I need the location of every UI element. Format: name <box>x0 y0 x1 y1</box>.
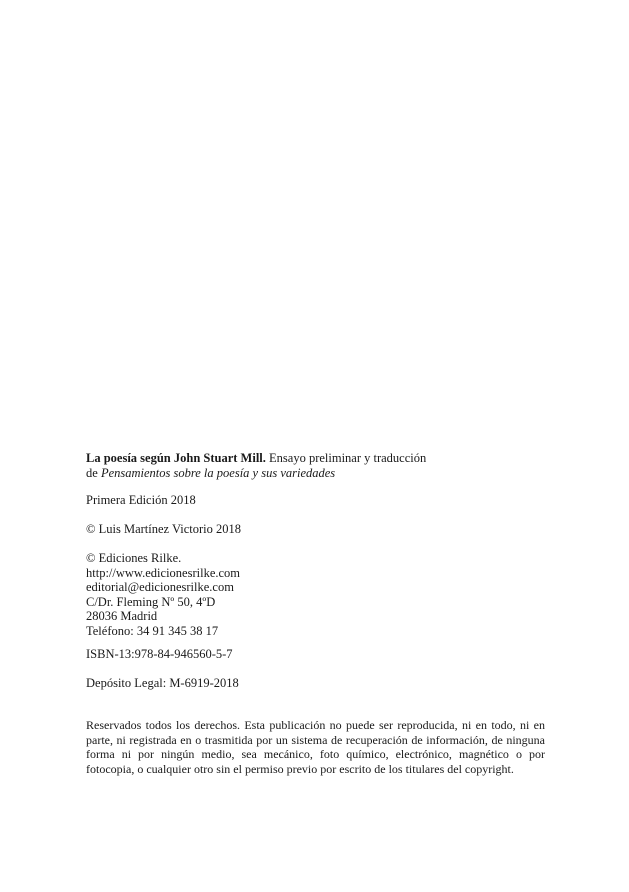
publisher-city: 28036 Madrid <box>86 609 158 623</box>
publisher-info <box>86 551 546 638</box>
publisher-name: © Ediciones Rilke. <box>86 551 182 565</box>
rights-reserved-paragraph: Reservados todos los derechos. Esta publicación no puede ser reproducida, ni en todo, ni en parte, ni registrada en o trasmitida por un sistema de recuperación de información, de ninguna forma ni por ningún medio, sea mecánico, foto químico, electrónico, magnético o por fotocopia, o cualquier otro sin el permiso previo por escrito de los titulares del copyright. <box>86 718 545 776</box>
translated-work-title: Pensamientos sobre la poesía y sus variedades <box>100 465 336 480</box>
legal-deposit-line: Depósito Legal: M-6919-2018 <box>86 676 239 690</box>
book-title: La poesía según John Stuart Mill. <box>86 451 266 465</box>
isbn-text <box>86 647 546 662</box>
publisher-phone: Teléfono: 34 91 345 38 17 <box>86 623 219 638</box>
edition-text <box>86 493 546 508</box>
author-copyright <box>86 522 546 537</box>
legal-deposit-text <box>86 676 546 691</box>
publisher-address: C/Dr. Fleming Nº 50, 4ºD <box>86 594 216 609</box>
title-subtitle: Ensayo preliminar y traducción <box>265 451 427 465</box>
book-title-block <box>86 451 546 480</box>
publisher-url: http://www.edicionesrilke.com <box>86 565 241 580</box>
isbn-line: ISBN-13:978-84-946560-5-7 <box>86 647 233 661</box>
publisher-email: editorial@edicionesrilke.com <box>86 580 234 594</box>
author-copyright-line: © Luis Martínez Victorio 2018 <box>86 522 242 536</box>
edition-line: Primera Edición 2018 <box>86 493 196 507</box>
title-line-1 <box>86 451 546 466</box>
title-prefix: de <box>86 465 101 480</box>
title-line-2 <box>86 466 546 481</box>
